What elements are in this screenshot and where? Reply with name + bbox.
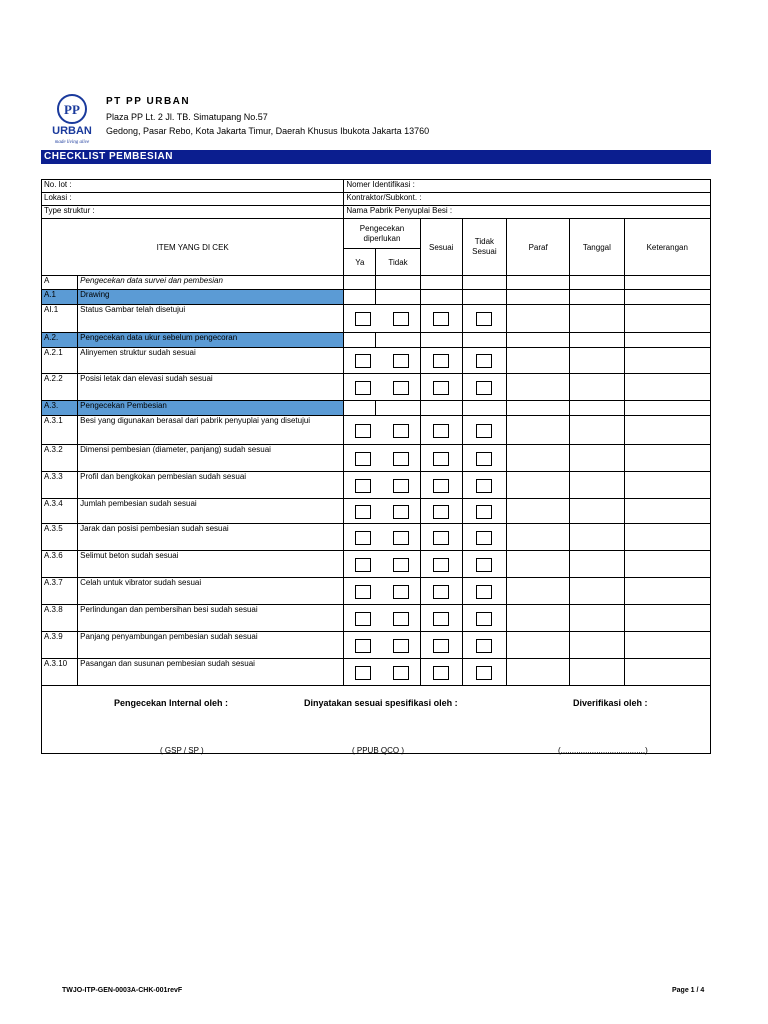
ya-checkbox[interactable] [355, 312, 371, 326]
sesuai-checkbox[interactable] [433, 666, 449, 680]
section-label: Pengecekan Pembesian [78, 401, 344, 416]
item-code: A.3.2 [42, 445, 78, 472]
ya-checkbox[interactable] [355, 424, 371, 438]
table-row [42, 445, 711, 472]
col-sesuai: Sesuai [420, 219, 462, 276]
col-keterangan: Keterangan [624, 219, 711, 276]
tidak-sesuai-checkbox[interactable] [476, 354, 492, 368]
item-label: Alinyemen struktur sudah sesuai [78, 348, 344, 374]
sesuai-checkbox[interactable] [433, 531, 449, 545]
item-code: A.2.2 [42, 374, 78, 401]
tidak-sesuai-checkbox[interactable] [476, 424, 492, 438]
tidak-checkbox[interactable] [393, 424, 409, 438]
signature-dinyatakan-label: Dinyatakan sesuai spesifikasi oleh : [304, 698, 458, 708]
tidak-checkbox[interactable] [393, 312, 409, 326]
item-code: AI.1 [42, 305, 78, 333]
sesuai-checkbox[interactable] [433, 639, 449, 653]
logo-mark: PP [64, 102, 80, 117]
tidak-checkbox[interactable] [393, 354, 409, 368]
table-row [42, 578, 711, 605]
ya-checkbox[interactable] [355, 452, 371, 466]
item-label: Celah untuk vibrator sudah sesuai [78, 578, 344, 605]
tidak-checkbox[interactable] [393, 479, 409, 493]
page-number: Page 1 / 4 [672, 987, 705, 994]
item-code: A.3.10 [42, 659, 78, 686]
item-label: Jarak dan posisi pembesian sudah sesuai [78, 524, 344, 551]
tidak-sesuai-checkbox[interactable] [476, 666, 492, 680]
col-tidak: Tidak [376, 249, 420, 276]
item-code: A.3.3 [42, 472, 78, 499]
sesuai-checkbox[interactable] [433, 505, 449, 519]
item-code: A.2.1 [42, 348, 78, 374]
tidak-checkbox[interactable] [393, 505, 409, 519]
kontraktor-field[interactable]: Kontraktor/Subkont. : [344, 193, 711, 206]
signature-blank: (......................................) [558, 746, 648, 755]
ya-checkbox[interactable] [355, 666, 371, 680]
section-code: A.1 [42, 290, 78, 305]
sesuai-checkbox[interactable] [433, 479, 449, 493]
sesuai-checkbox[interactable] [433, 424, 449, 438]
col-tanggal: Tanggal [570, 219, 624, 276]
tidak-sesuai-checkbox[interactable] [476, 612, 492, 626]
col-pengecekan: Pengecekan diperlukan [344, 219, 420, 249]
ya-checkbox[interactable] [355, 479, 371, 493]
no-lot-field[interactable]: No. lot : [42, 180, 344, 193]
section-code: A.3. [42, 401, 78, 416]
item-label: Dimensi pembesian (diameter, panjang) sudah sesuai [78, 445, 344, 472]
ya-checkbox[interactable] [355, 639, 371, 653]
col-paraf: Paraf [507, 219, 570, 276]
table-row [42, 659, 711, 686]
tidak-checkbox[interactable] [393, 452, 409, 466]
tidak-checkbox[interactable] [393, 612, 409, 626]
item-label: Perlindungan dan pembersihan besi sudah sesuai [78, 605, 344, 632]
tidak-checkbox[interactable] [393, 531, 409, 545]
document-code: TWJO-ITP-GEN-0003A-CHK-001revF [62, 987, 183, 994]
tidak-sesuai-checkbox[interactable] [476, 312, 492, 326]
ya-checkbox[interactable] [355, 354, 371, 368]
sesuai-checkbox[interactable] [433, 452, 449, 466]
item-code: A.3.5 [42, 524, 78, 551]
tidak-sesuai-checkbox[interactable] [476, 479, 492, 493]
signature-gsp: ( GSP / SP ) [160, 746, 204, 755]
tidak-sesuai-checkbox[interactable] [476, 381, 492, 395]
company-name: PT PP URBAN [106, 96, 191, 107]
tidak-sesuai-checkbox[interactable] [476, 452, 492, 466]
item-label: Besi yang digunakan berasal dari pabrik penyuplai yang disetujui [78, 416, 344, 445]
item-label: Jumlah pembesian sudah sesuai [78, 499, 344, 524]
sesuai-checkbox[interactable] [433, 354, 449, 368]
ya-checkbox[interactable] [355, 531, 371, 545]
form-title: CHECKLIST PEMBESIAN [41, 150, 711, 164]
col-ya: Ya [344, 249, 376, 276]
tidak-checkbox[interactable] [393, 585, 409, 599]
nomor-identifikasi-field[interactable]: Nomer Identifikasi : [344, 180, 711, 193]
logo-tagline: made living alive [54, 140, 90, 145]
logo-brand: URBAN [52, 125, 92, 137]
lokasi-field[interactable]: Lokasi : [42, 193, 344, 206]
section-code: A.2. [42, 333, 78, 348]
tidak-sesuai-checkbox[interactable] [476, 585, 492, 599]
tidak-checkbox[interactable] [393, 639, 409, 653]
item-label: Posisi letak dan elevasi sudah sesuai [78, 374, 344, 401]
tidak-sesuai-checkbox[interactable] [476, 531, 492, 545]
tidak-checkbox[interactable] [393, 666, 409, 680]
table-row [42, 348, 711, 374]
sesuai-checkbox[interactable] [433, 381, 449, 395]
ya-checkbox[interactable] [355, 558, 371, 572]
item-code: A.3.7 [42, 578, 78, 605]
tidak-checkbox[interactable] [393, 558, 409, 572]
table-row [42, 499, 711, 524]
signature-area [42, 686, 711, 754]
sesuai-checkbox[interactable] [433, 585, 449, 599]
section-code: A [42, 276, 78, 290]
ya-checkbox[interactable] [355, 585, 371, 599]
table-row [42, 305, 711, 333]
item-code: A.3.4 [42, 499, 78, 524]
item-code: A.3.1 [42, 416, 78, 445]
ya-checkbox[interactable] [355, 505, 371, 519]
tidak-sesuai-checkbox[interactable] [476, 505, 492, 519]
item-label: Panjang penyambungan pembesian sudah sesuai [78, 632, 344, 659]
checklist-table [41, 179, 711, 754]
section-label: Drawing [78, 290, 344, 305]
signature-diverifikasi-label: Diverifikasi oleh : [573, 698, 648, 708]
item-label: Status Gambar telah disetujui [78, 305, 344, 333]
tidak-checkbox[interactable] [393, 381, 409, 395]
signature-internal-label: Pengecekan Internal oleh : [114, 698, 229, 708]
table-row [42, 374, 711, 401]
ya-checkbox[interactable] [355, 612, 371, 626]
table-row [42, 605, 711, 632]
item-label: Selimut beton sudah sesuai [78, 551, 344, 578]
address-line-2: Gedong, Pasar Rebo, Kota Jakarta Timur, Daerah Khusus Ibukota Jakarta 13760 [106, 126, 430, 136]
sesuai-checkbox[interactable] [433, 612, 449, 626]
tidak-sesuai-checkbox[interactable] [476, 639, 492, 653]
ya-checkbox[interactable] [355, 381, 371, 395]
section-label: Pengecekan data survei dan pembesian [78, 276, 344, 290]
section-label: Pengecekan data ukur sebelum pengecoran [78, 333, 344, 348]
signature-ppub: ( PPUB QCO ) [352, 746, 405, 755]
table-row [42, 472, 711, 499]
table-row [42, 632, 711, 659]
table-row [42, 524, 711, 551]
company-logo [44, 92, 104, 148]
item-code: A.3.6 [42, 551, 78, 578]
table-row [42, 551, 711, 578]
sesuai-checkbox[interactable] [433, 558, 449, 572]
type-struktur-field[interactable]: Type struktur : [42, 206, 344, 219]
sesuai-checkbox[interactable] [433, 312, 449, 326]
item-code: A.3.8 [42, 605, 78, 632]
nama-pabrik-field[interactable]: Nama Pabrik Penyuplai Besi : [344, 206, 711, 219]
tidak-sesuai-checkbox[interactable] [476, 558, 492, 572]
address-line-1: Plaza PP Lt. 2 Jl. TB. Simatupang No.57 [106, 112, 268, 122]
table-row [42, 416, 711, 445]
col-item: ITEM YANG DI CEK [42, 219, 344, 276]
item-label: Pasangan dan susunan pembesian sudah sesuai [78, 659, 344, 686]
col-tidak-sesuai: Tidak Sesuai [462, 219, 506, 276]
item-label: Profil dan bengkokan pembesian sudah sesuai [78, 472, 344, 499]
item-code: A.3.9 [42, 632, 78, 659]
